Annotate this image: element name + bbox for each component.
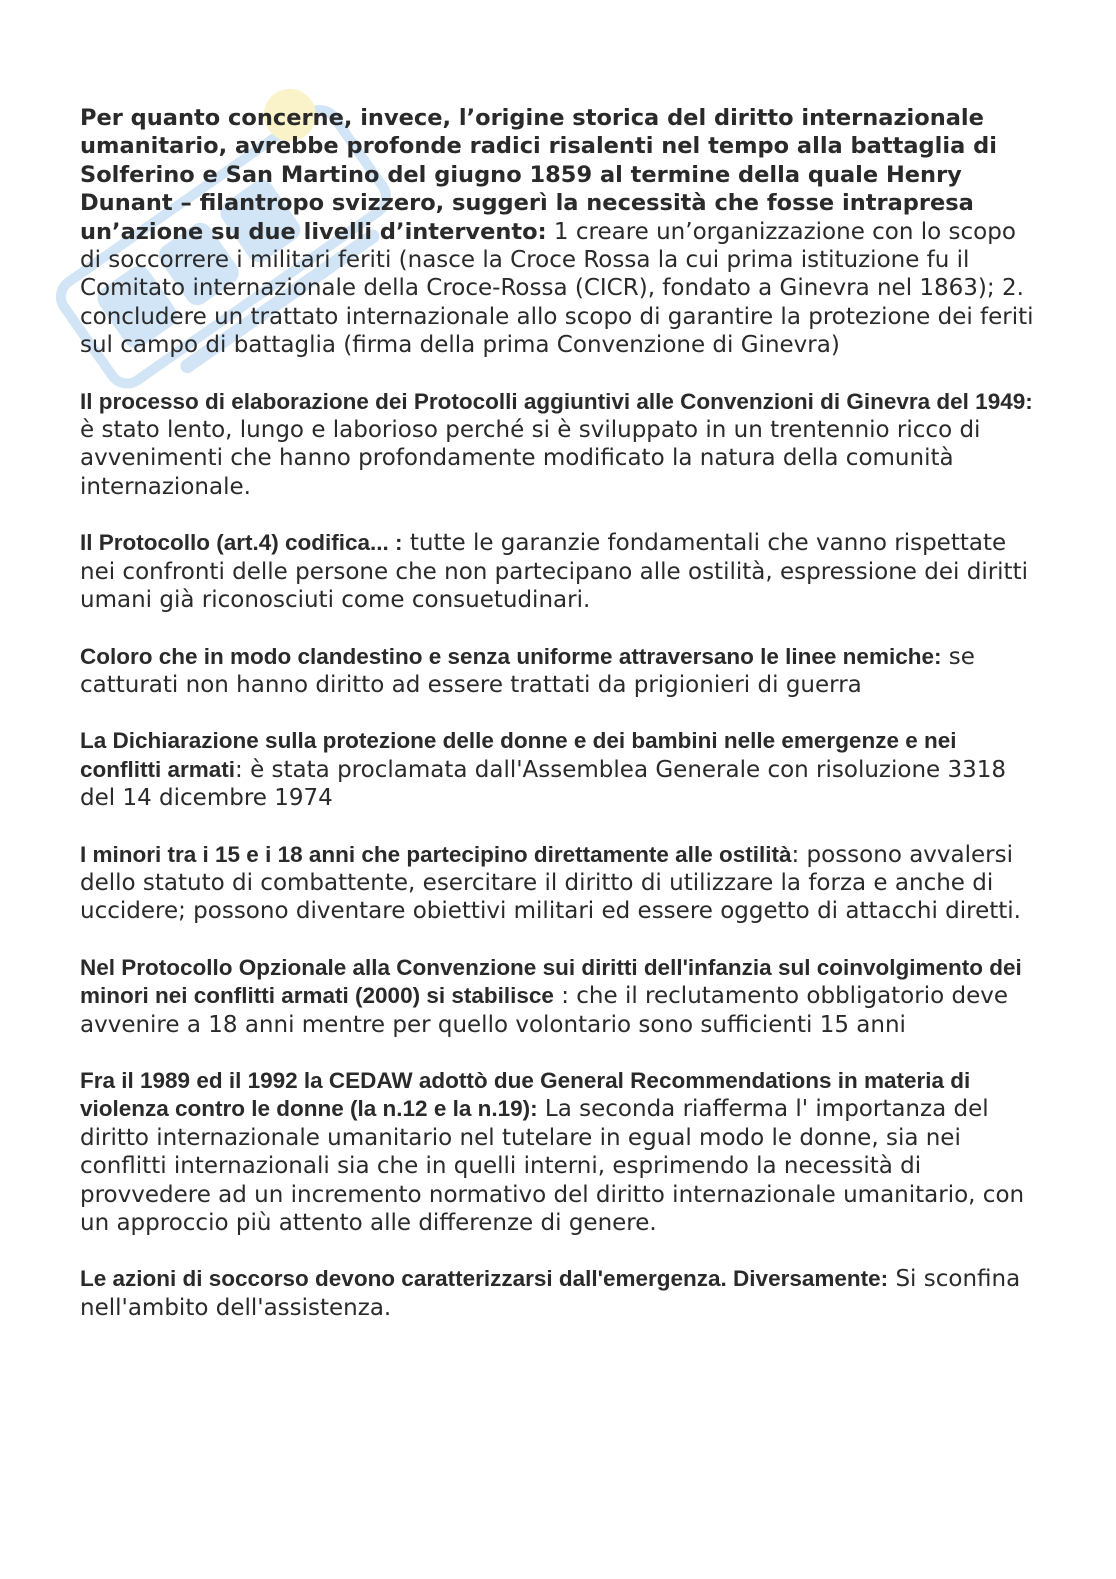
paragraph-declaration <box>80 727 1040 812</box>
paragraph-protocols <box>80 388 1040 502</box>
paragraph-text: Si sconfina nell'ambito dell'assistenza. <box>80 1266 1021 1321</box>
paragraph-relief <box>80 1265 1040 1322</box>
paragraph-heading: Le azioni di soccorso devono caratterizzarsi dall'emergenza. Diversamente: <box>80 1266 889 1292</box>
paragraph-heading: Il processo di elaborazione dei Protocolli aggiuntivi alle Convenzioni di Ginevra del 1949: <box>80 388 1033 414</box>
paragraph-text: è stato lento, lungo e laborioso perché si è sviluppato in un trentennio ricco di avvenimenti che hanno profondamente modificato la natura della comunità internazionale. <box>80 417 981 500</box>
paragraph-heading: La Dichiarazione sulla protezione delle donne e dei bambini nelle emergenze e nei conflitti armati <box>80 728 957 782</box>
paragraph-art4 <box>80 529 1040 614</box>
paragraph-text: 1 creare un’organizzazione con lo scopo di soccorrere i militari feriti (nasce la Croce Rossa la cui prima istituzione fu il Comitato internazionale della Croce-Rossa (CICR), fondato a Ginevra nel 1863); 2. concludere un trattato internazionale allo scopo di garantire la protezione dei feriti sul campo di battaglia (firma della prima Convenzione di Ginevra) <box>80 218 1034 359</box>
paragraph-text: se catturati non hanno diritto ad essere trattati da prigionieri di guerra <box>80 643 975 698</box>
paragraph-text: : è stata proclamata dall'Assemblea Generale con risoluzione 3318 del 14 dicembre 1974 <box>80 756 1007 812</box>
paragraph-text: : che il reclutamento obbligatorio deve avvenire a 18 anni mentre per quello volontario sono sufficienti 15 anni <box>80 983 1008 1038</box>
paragraph-optional-protocol <box>80 954 1040 1039</box>
paragraph-clandestine <box>80 643 1040 700</box>
paragraph-text: : possono avvalersi dello statuto di combattente, esercitare il diritto di utilizzare la forza e anche di uccidere; possono diventare obiettivi militari ed essere oggetto di attacchi diretti. <box>80 841 1021 925</box>
paragraph-origin <box>80 104 1040 360</box>
paragraph-heading: Coloro che in modo clandestino e senza uniforme attraversano le linee nemiche: <box>80 643 942 669</box>
paragraph-heading: Fra il 1989 ed il 1992 la CEDAW adottò due General Recommendations in materia di violenza contro le donne (la n.12 e la n.19): <box>80 1067 971 1122</box>
paragraph-heading: Per quanto concerne, invece, l’origine storica del diritto internazionale umanitario, avrebbe profonde radici risalenti nel tempo alla battaglia di Solferino e San Martino del giugno 1859 al termine della quale Henry Dunant – filantropo svizzero, suggerì la necessità che fosse intrapresa un’azione su due livelli d’intervento: <box>80 105 997 245</box>
paragraph-minors <box>80 841 1040 926</box>
paragraph-heading: Nel Protocollo Opzionale alla Convenzione sui diritti dell'infanzia sul coinvolgimento dei minori nei conflitti armati (2000) si stabilisce <box>80 954 1022 1009</box>
paragraph-text: La seconda riafferma l' importanza del diritto internazionale umanitario nel tutelare in egual modo le donne, sia nei conflitti internazionali sia che in quelli interni, esprimendo la necessità di provvedere ad un incremento normativo del diritto internazionale umanitario, con un approccio più attento alle differenze di genere. <box>80 1096 1025 1236</box>
document-body <box>80 104 1040 1350</box>
paragraph-cedaw <box>80 1067 1040 1237</box>
paragraph-heading: I minori tra i 15 e i 18 anni che partecipino direttamente alle ostilità <box>80 841 792 867</box>
paragraph-heading: Il Protocollo (art.4) codifica... : <box>80 530 403 556</box>
paragraph-text: tutte le garanzie fondamentali che vanno rispettate nei confronti delle persone che non partecipano alle ostilità, espressione dei diritti umani già riconosciuti come consuetudinari. <box>80 530 1028 614</box>
